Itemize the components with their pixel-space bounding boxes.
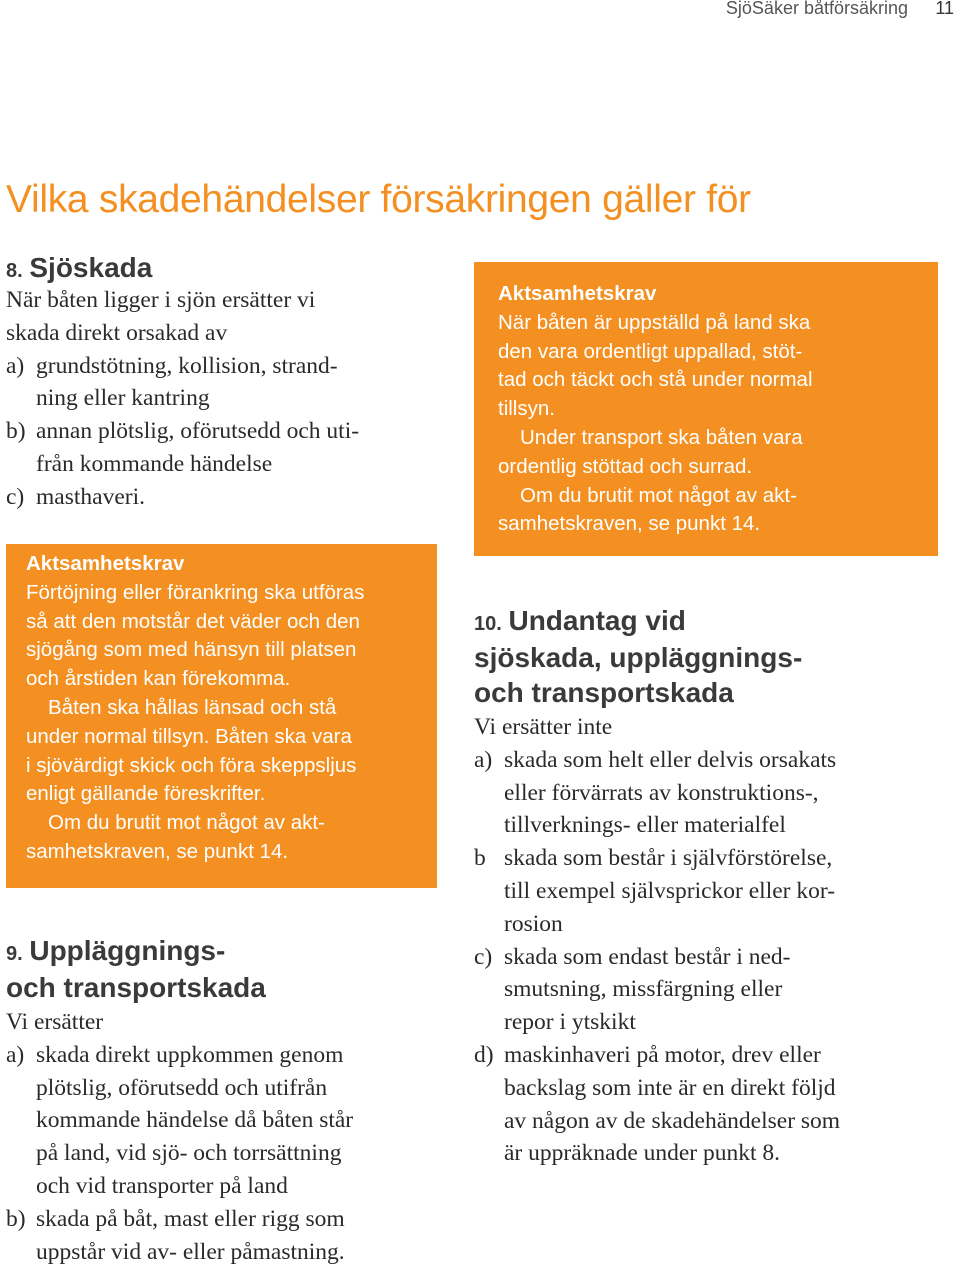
- list-marker: a): [6, 352, 25, 379]
- section-number: 9.: [6, 943, 23, 965]
- list-line: skada som helt eller delvis orsakats: [504, 746, 837, 773]
- list-line: skada direkt uppkommen genom: [36, 1041, 344, 1068]
- section-number: 8.: [6, 260, 23, 282]
- section-title: och transportskada: [474, 677, 734, 708]
- section-title: Uppläggnings-: [29, 935, 226, 966]
- list-line: skada på båt, mast eller rigg som: [36, 1205, 345, 1232]
- list-item: [6, 415, 441, 481]
- list-line: maskinhaveri på motor, drev eller: [504, 1041, 821, 1068]
- list-line: av någon av de skadehändelser som: [504, 1107, 841, 1134]
- list-marker: a): [6, 1041, 25, 1068]
- list-marker: b: [474, 845, 486, 872]
- section-8: [6, 252, 441, 514]
- section-title: Sjöskada: [29, 252, 153, 283]
- list-line: kommande händelse då båten står: [36, 1107, 354, 1134]
- document-title: SjöSäker båtförsäkring: [725, 0, 908, 18]
- intro-line: När båten ligger i sjön ersätter vi: [6, 287, 316, 313]
- box-paragraph: Båten ska hållas länsad och stå under normal tillsyn. Båten ska vara i sjövärdigt skick och föra skeppsljus enligt gällande föreskrifter.: [26, 695, 357, 806]
- section-10-body: [474, 711, 944, 1170]
- list-line: från kommande händelse: [36, 450, 273, 477]
- box-paragraph: Förtöjning eller förankring ska utföras så att den motstår det väder och den sjögång som med hänsyn till platsen och årstiden kan förekomma.: [26, 580, 365, 691]
- list-line: ning eller kantring: [36, 385, 210, 412]
- section-9: [6, 934, 441, 1268]
- list-line: smutsning, missfärgning eller: [504, 976, 783, 1003]
- list-item: [6, 350, 441, 416]
- box-heading: Aktsamhetskrav: [498, 282, 657, 305]
- aktsamhetskrav-box-9: [474, 262, 938, 556]
- list-line: uppstår vid av- eller påmastning.: [36, 1238, 345, 1265]
- section-title: Undantag vid: [508, 605, 686, 636]
- section-title: och transportskada: [6, 972, 266, 1003]
- box-paragraph: Om du brutit mot något av akt- samhetskraven, se punkt 14.: [498, 483, 797, 536]
- list-line: på land, vid sjö- och torrsättning: [36, 1140, 342, 1167]
- list-line: och vid transporter på land: [36, 1172, 288, 1199]
- box-paragraph: När båten är uppställd på land ska den vara ordentligt uppallad, stöt- tad och täckt och stå under normal tillsyn.: [498, 310, 813, 421]
- section-9-heading: [6, 934, 441, 1006]
- list-line: repor i ytskikt: [504, 1009, 636, 1036]
- list-line: skada som endast består i ned-: [504, 943, 791, 970]
- list-marker: a): [474, 746, 493, 773]
- section-number: 10.: [474, 613, 502, 635]
- list-line: plötslig, oförutsedd och utifrån: [36, 1074, 328, 1101]
- list-marker: c): [6, 483, 25, 510]
- aktsamhetskrav-box-8: [6, 544, 437, 888]
- list-line: eller förvärrats av konstruktions-,: [504, 779, 819, 806]
- section-10-heading: [474, 604, 944, 711]
- box-heading: Aktsamhetskrav: [26, 552, 185, 575]
- section-title: sjöskada, uppläggnings-: [474, 642, 803, 673]
- list-item: [6, 481, 441, 514]
- list-item: [6, 1203, 441, 1268]
- list-marker: b): [6, 418, 26, 445]
- list-item: [474, 1039, 944, 1170]
- list-marker: b): [6, 1205, 26, 1232]
- intro-line: Vi ersätter inte: [474, 714, 613, 740]
- list-line: skada som består i självförstörelse,: [504, 845, 833, 872]
- list-item: [474, 744, 944, 842]
- box-paragraph: Under transport ska båten vara ordentlig stöttad och surrad.: [498, 425, 803, 478]
- list-item: [474, 941, 944, 1039]
- section-8-body: [6, 284, 441, 514]
- list-item: [474, 842, 944, 940]
- list-line: masthaveri.: [36, 483, 145, 510]
- list-line: till exempel självsprickor eller kor-: [504, 877, 836, 904]
- list-line: backslag som inte är en direkt följd: [504, 1074, 836, 1101]
- intro-line: Vi ersätter: [6, 1009, 104, 1035]
- page-title: Vilka skadehändelser försäkringen gäller för: [6, 178, 751, 221]
- section-8-heading: [6, 252, 441, 284]
- list-line: rosion: [504, 910, 563, 937]
- list-marker: c): [474, 943, 493, 970]
- section-10: [474, 604, 944, 1170]
- list-line: grundstötning, kollision, strand-: [36, 352, 338, 379]
- running-header: [0, 0, 960, 24]
- box-paragraph: Om du brutit mot något av akt- samhetskraven, se punkt 14.: [26, 811, 325, 863]
- list-line: annan plötslig, oförutsedd och uti-: [36, 418, 360, 445]
- intro-line: skada direkt orsakad av: [6, 319, 228, 346]
- list-line: är uppräknade under punkt 8.: [504, 1140, 781, 1167]
- page-number: 11: [935, 0, 954, 18]
- list-marker: d): [474, 1041, 494, 1068]
- section-9-body: [6, 1006, 441, 1268]
- list-line: tillverknings- eller materialfel: [504, 812, 786, 839]
- list-item: [6, 1039, 441, 1203]
